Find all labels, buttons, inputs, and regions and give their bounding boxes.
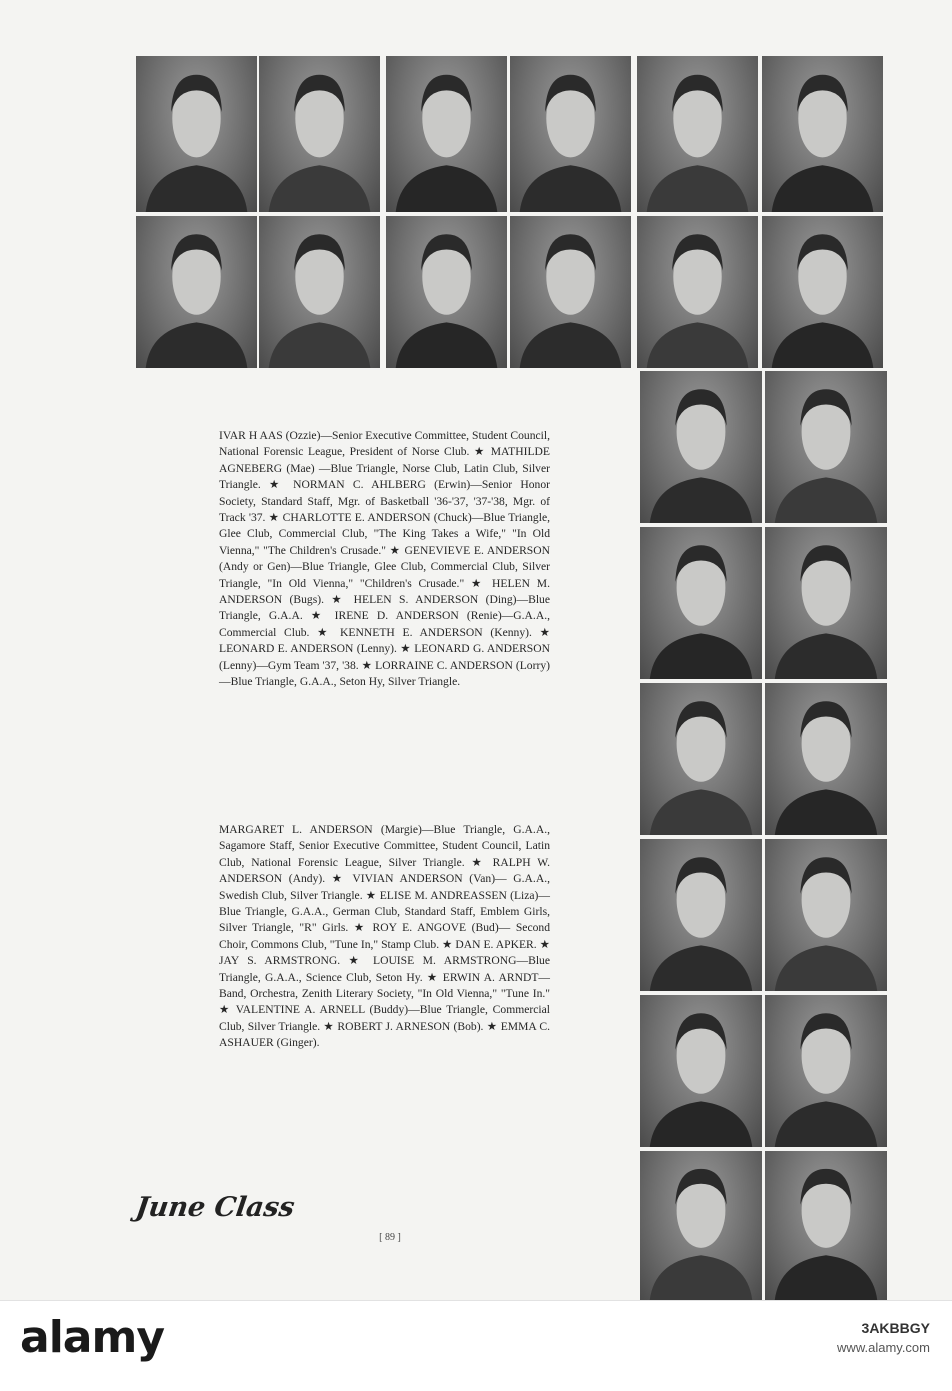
portrait-photo (765, 527, 887, 679)
portrait-photo (640, 527, 762, 679)
portrait-photo (259, 56, 380, 212)
portrait-photo (640, 995, 762, 1147)
bio-paragraph-1 (219, 428, 550, 691)
portrait-photo (765, 995, 887, 1147)
portrait-photo (510, 56, 631, 212)
portrait-photo (765, 683, 887, 835)
page-number: [ 89 ] (379, 1232, 401, 1243)
portrait-photo (640, 839, 762, 991)
site-url: www.alamy.com (837, 1340, 930, 1355)
watermark-info (837, 1318, 930, 1358)
portrait-photo (762, 216, 883, 368)
bio-paragraph-2 (219, 822, 550, 1052)
portrait-photo (637, 216, 758, 368)
portrait-photo (640, 1151, 762, 1300)
section-title: June Class (133, 1192, 297, 1223)
bio-text-2: MARGARET L. ANDERSON (Margie)—Blue Triangle, G.A.A., Sagamore Staff, Senior Executive Committee, Student Council, Latin Club, National Forensic League, Silver Triangle. ★ RALPH W. ANDERSON (Andy). ★ VIVIAN ANDERSON (Van)— G.A.A., Swedish Club, Silver Triangle. ★ ELISE M. ANDREASSEN (Liza)—Blue Triangle, G.A.A., German Club, Standard Staff, Emblem Girls, Silver Triangle, "R" Girls. ★ ROY E. ANGOVE (Bud)— Second Choir, Commons Club, "Tune In," Stamp Club. ★ DAN E. APKER. ★ JAY S. ARMSTRONG. ★ LOUISE M. ARMSTRONG—Blue Triangle, G.A.A., Science Club, Seton Hy. ★ ERWIN A. ARNDT—Band, Orchestra, Zenith Literary Society, "In Old Vienna," "Tune In." ★ VALENTINE A. ARNELL (Buddy)—Blue Triangle, Commercial Club, Silver Triangle. ★ ROBERT J. ARNESON (Bob). ★ EMMA C. ASHAUER (Ginger). (219, 823, 550, 1050)
portrait-photo (259, 216, 380, 368)
portrait-photo (765, 1151, 887, 1300)
portrait-photo (765, 839, 887, 991)
portrait-photo (386, 56, 507, 212)
portrait-photo (510, 216, 631, 368)
portrait-photo (765, 371, 887, 523)
bio-text-1: IVAR H AAS (Ozzie)—Senior Executive Committee, Student Council, National Forensic League, President of Norse Club. ★ MATHILDE AGNEBERG (Mae) —Blue Triangle, Norse Club, Latin Club, Silver Triangle. ★ NORMAN C. AHLBERG (Erwin)—Senior Honor Society, Standard Staff, Mgr. of Basketball '36-'37, '37-'38, Mgr. of Track '37. ★ CHARLOTTE E. ANDERSON (Chuck)—Blue Triangle, Glee Club, Commercial Club, "The King Takes a Wife," "In Old Vienna," "The Children's Crusade." ★ GENEVIEVE E. ANDERSON (Andy or Gen)—Blue Triangle, Glee Club, Commercial Club, Silver Triangle, "In Old Vienna," "Children's Crusade." ★ HELEN M. ANDERSON (Bugs). ★ HELEN S. ANDERSON (Ding)—Blue Triangle, G.A.A. ★ IRENE D. ANDERSON (Renie)—G.A.A., Commercial Club. ★ KENNETH E. ANDERSON (Kenny). ★ LEONARD E. ANDERSON (Lenny). ★ LEONARD G. ANDERSON (Lenny)—Gym Team '37, '38. ★ LORRAINE C. ANDERSON (Lorry)—Blue Triangle, G.A.A., Seton Hy, Silver Triangle. (219, 429, 550, 689)
alamy-logo: alamy (20, 1312, 164, 1363)
image-id: 3AKBBGY (861, 1320, 930, 1336)
portrait-photo (640, 683, 762, 835)
portrait-photo (640, 371, 762, 523)
portrait-photo (762, 56, 883, 212)
portrait-photo (136, 216, 257, 368)
portrait-photo (386, 216, 507, 368)
portrait-photo (136, 56, 257, 212)
portrait-photo (637, 56, 758, 212)
